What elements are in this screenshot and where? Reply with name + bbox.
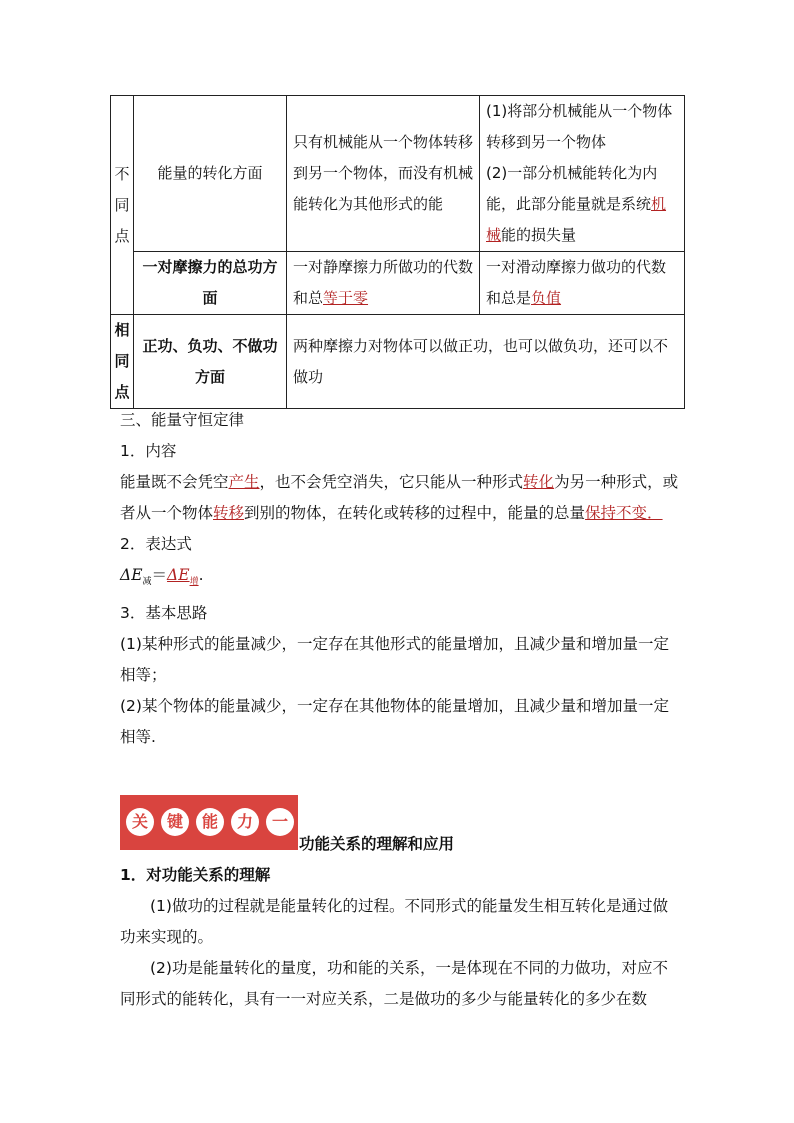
table-row	[111, 252, 685, 315]
same-point-text: 两种摩擦力对物体可以做正功，也可以做负功，还可以不做功	[287, 315, 685, 409]
static-friction-work: 一对静摩擦力所做功的代数和总等于零	[287, 252, 480, 315]
step-text: (1)某种形式的能量减少，一定存在其他形式的能量增加，且减少量和增加量一定相等；	[120, 635, 669, 685]
table-row	[111, 315, 685, 409]
section-understanding	[120, 860, 680, 1015]
step-text: (2)某个物体的能量减少，一定存在其他物体的能量增加，且减少量和增加量一定相等.	[120, 697, 669, 747]
friction-comparison-table	[110, 95, 685, 409]
key-ability-badge: 关 键 能 力 一	[120, 795, 298, 850]
aspect-sign-of-work: 正功、负功、不做功方面	[134, 315, 287, 409]
group-label-same: 相 同 点	[111, 315, 134, 409]
sliding-friction-energy: (1)将部分机械能从一个物体转移到另一个物体 (2)一部分机械能转化为内能，此部分能量就是系统机械能的损失量	[480, 96, 685, 252]
badge-heading: 功能关系的理解和应用	[299, 835, 455, 853]
sliding-friction-work: 一对滑动摩擦力做功的代数和总是负值	[480, 252, 685, 315]
static-friction-energy: 只有机械能从一个物体转移到另一个物体，而没有机械能转化为其他形式的能	[287, 96, 480, 252]
paragraph: (2)功是能量转化的量度，功和能的关系，一是体现在不同的力做功，对应不同形式的能转化，具有一一对应关系，二是做功的多少与能量转化的多少在数	[120, 959, 668, 1008]
aspect-energy: 能量的转化方面	[134, 96, 287, 252]
item-heading: 3．基本思路	[120, 604, 208, 623]
section-title: 三、能量守恒定律	[120, 411, 245, 429]
table-row	[111, 96, 685, 252]
item-heading: 1．内容	[120, 442, 177, 460]
aspect-total-work: 一对摩擦力的总功方面	[134, 252, 287, 315]
section-energy-conservation	[120, 405, 680, 753]
group-label-different: 不 同 点	[111, 96, 134, 315]
subsection-title: 1．对功能关系的理解	[120, 866, 271, 884]
paragraph: (1)做功的过程就是能量转化的过程。不同形式的能量发生相互转化是通过做功来实现的。	[120, 897, 668, 946]
content-paragraph: 能量既不会凭空产生，也不会凭空消失，它只能从一种形式转化为另一种形式，或者从一个物体转移到别的物体，在转化或转移的过程中，能量的总量保持不变．	[120, 473, 679, 522]
expression: $\Delta E_减=\Delta E_增$.	[120, 566, 204, 588]
item-heading: 2．表达式	[120, 535, 192, 553]
